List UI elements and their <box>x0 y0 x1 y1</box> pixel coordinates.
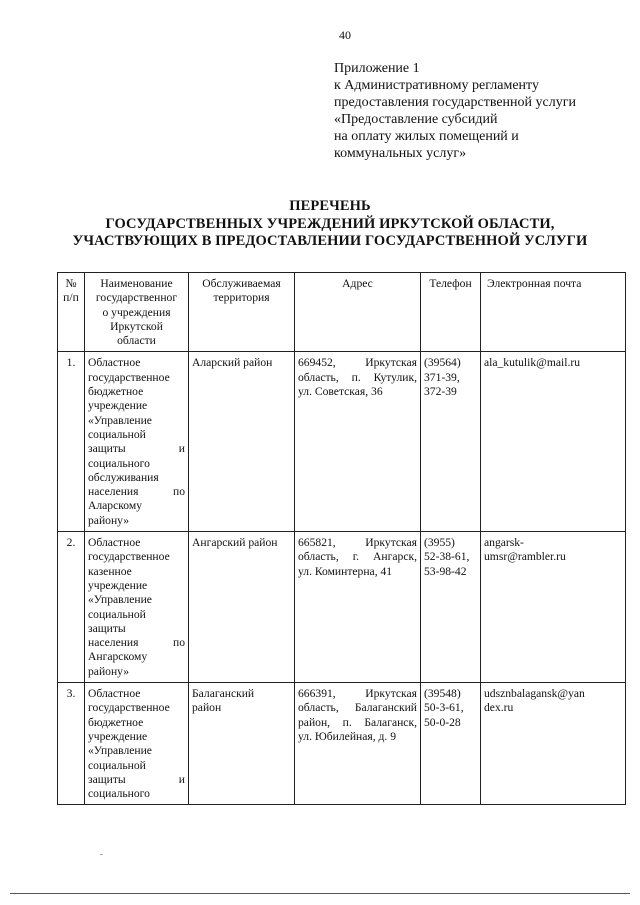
cell-word: району» <box>88 664 130 678</box>
cell-word: Областное <box>88 536 141 550</box>
cell-text: (3955) <box>424 536 455 550</box>
cell-text <box>298 730 417 744</box>
header-text: Электронная почта <box>487 277 582 290</box>
scan-mark <box>100 854 103 855</box>
table-body <box>58 352 626 805</box>
page-number: 40 <box>339 28 351 42</box>
header-territory <box>189 273 295 352</box>
cell-text <box>88 565 185 579</box>
header-phone <box>421 273 481 352</box>
cell-text <box>88 716 185 730</box>
cell-text <box>88 457 185 471</box>
cell-text <box>88 665 185 679</box>
cell-text: umsr@rambler.ru <box>484 550 566 564</box>
cell-text <box>88 579 185 593</box>
cell-text <box>298 687 417 701</box>
institutions-table <box>57 272 626 805</box>
cell-word: Балаганский <box>354 701 417 715</box>
table-header-row <box>58 273 626 352</box>
cell-text <box>88 622 185 636</box>
cell-word: г. <box>352 550 360 564</box>
header-address <box>295 273 421 352</box>
cell-word: району» <box>88 513 130 527</box>
cell-word: Иркутская <box>365 687 417 701</box>
cell-word: Областное <box>88 356 141 370</box>
table-row <box>58 352 626 532</box>
cell-word: государственное <box>88 370 170 384</box>
header-email <box>481 273 626 352</box>
cell-text <box>88 701 185 715</box>
cell-word: социальной <box>88 758 146 772</box>
cell-text: 2. <box>66 536 76 550</box>
appendix-line: Приложение 1 <box>334 61 420 76</box>
cell-territory <box>189 352 295 532</box>
cell-word: населения <box>88 485 139 499</box>
cell-email <box>481 683 626 805</box>
cell-text: 1. <box>66 356 76 370</box>
appendix-line: к Административному регламенту <box>334 78 539 93</box>
cell-text <box>88 536 185 550</box>
cell-text <box>88 499 185 513</box>
cell-text <box>88 371 185 385</box>
cell-word: и <box>178 442 185 456</box>
appendix-line: «Предоставление субсидий <box>334 112 498 127</box>
cell-name <box>85 352 189 532</box>
cell-text <box>88 687 185 701</box>
header-name <box>85 273 189 352</box>
cell-num <box>58 683 85 805</box>
cell-text: 371-39, <box>424 370 460 384</box>
cell-text <box>298 701 417 715</box>
cell-text <box>88 356 185 370</box>
cell-word: защиты <box>88 621 126 635</box>
cell-word: социальной <box>88 427 146 441</box>
cell-word: область, <box>298 550 339 564</box>
cell-word: ул. Советская, 36 <box>298 385 383 399</box>
cell-word: Иркутская <box>365 356 417 370</box>
cell-word: населения <box>88 636 139 650</box>
cell-phone <box>421 683 481 805</box>
cell-word: государственное <box>88 701 170 715</box>
cell-text <box>88 759 185 773</box>
cell-text <box>88 650 185 664</box>
document-title <box>40 198 620 251</box>
cell-word: область, <box>298 370 339 384</box>
cell-text <box>88 514 185 528</box>
cell-territory <box>189 683 295 805</box>
header-text: Иркутской <box>110 319 163 333</box>
cell-word: социального <box>88 456 150 470</box>
header-text: Телефон <box>429 277 472 290</box>
cell-word: государственное <box>88 550 170 564</box>
cell-num <box>58 532 85 683</box>
cell-territory <box>189 532 295 683</box>
header-text: территория <box>213 291 270 305</box>
cell-text <box>298 550 417 564</box>
cell-word: «Управление <box>88 593 152 607</box>
header-text: области <box>117 334 156 348</box>
cell-word: 666391, <box>298 687 336 701</box>
cell-text: (39564) <box>424 356 461 370</box>
cell-phone <box>421 352 481 532</box>
cell-name <box>85 532 189 683</box>
appendix-line: коммунальных услуг» <box>334 146 467 161</box>
cell-word: бюджетное <box>88 715 144 729</box>
title-line: УЧАСТВУЮЩИХ В ПРЕДОСТАВЛЕНИИ ГОСУДАРСТВЕННОЙ УСЛУГИ <box>72 233 588 249</box>
cell-text <box>88 593 185 607</box>
appendix-line: на оплату жилых помещений и <box>334 129 519 144</box>
cell-word: «Управление <box>88 744 152 758</box>
cell-text <box>298 565 417 579</box>
cell-text <box>88 730 185 744</box>
header-num <box>58 273 85 352</box>
header-text: № <box>65 277 77 290</box>
cell-num <box>58 352 85 532</box>
cell-email <box>481 352 626 532</box>
cell-text: 372-39 <box>424 385 457 399</box>
header-text: Адрес <box>342 277 373 290</box>
cell-email <box>481 532 626 683</box>
cell-text <box>88 399 185 413</box>
cell-word: по <box>172 485 185 499</box>
cell-text: 50-0-28 <box>424 715 461 729</box>
header-text: п/п <box>63 291 79 305</box>
header-text: государственног <box>95 291 178 305</box>
cell-text: (39548) <box>424 687 461 701</box>
cell-text <box>88 636 185 650</box>
cell-word: и <box>178 772 185 786</box>
cell-word: по <box>172 636 185 650</box>
cell-text <box>88 414 185 428</box>
cell-word: Областное <box>88 687 141 701</box>
cell-text: Аларский район <box>192 356 273 370</box>
cell-word: Кутулик, <box>373 370 417 384</box>
cell-word: казенное <box>88 564 132 578</box>
cell-text <box>298 385 417 399</box>
cell-word: ул. Юбилейная, д. 9 <box>298 729 396 743</box>
cell-text: ala_kutulik@mail.ru <box>484 356 580 370</box>
cell-text <box>298 371 417 385</box>
cell-word: Ангарск, <box>373 550 417 564</box>
cell-word: п. <box>351 370 361 384</box>
cell-word: обслуживания <box>88 470 159 484</box>
cell-text: 52-38-61, <box>424 550 470 564</box>
cell-text: Ангарский район <box>192 536 278 550</box>
cell-address <box>295 352 421 532</box>
cell-word: учреждение <box>88 729 148 743</box>
cell-text: 53-98-42 <box>424 564 467 578</box>
cell-word: Балаганск, <box>364 715 417 729</box>
cell-text <box>88 471 185 485</box>
cell-text: dex.ru <box>484 701 514 715</box>
cell-text <box>298 536 417 550</box>
cell-text: angarsk- <box>484 536 524 550</box>
header-text: Обслуживаемая <box>202 277 281 290</box>
cell-text: 3. <box>66 687 76 701</box>
cell-word: 665821, <box>298 536 336 550</box>
cell-text <box>88 485 185 499</box>
header-text: Наименование <box>100 277 173 290</box>
cell-text <box>88 608 185 622</box>
cell-text <box>88 550 185 564</box>
cell-word: защиты <box>88 442 126 456</box>
cell-text <box>298 716 417 730</box>
cell-name <box>85 683 189 805</box>
cell-word: район, <box>298 715 331 729</box>
appendix-note <box>334 60 624 162</box>
cell-word: защиты <box>88 772 126 786</box>
cell-text <box>88 385 185 399</box>
cell-text <box>88 773 185 787</box>
cell-text: udsznbalagansk@yan <box>484 687 585 701</box>
title-line: ГОСУДАРСТВЕННЫХ УЧРЕЖДЕНИЙ ИРКУТСКОЙ ОБЛАСТИ, <box>105 215 555 232</box>
cell-text: Балаганский <box>192 687 255 701</box>
cell-word: Иркутская <box>365 536 417 550</box>
cell-word: учреждение <box>88 399 148 413</box>
cell-text: 50-3-61, <box>424 701 464 715</box>
cell-text <box>88 442 185 456</box>
table-row <box>58 532 626 683</box>
cell-word: социального <box>88 787 150 801</box>
cell-word: п. <box>342 715 352 729</box>
table-row <box>58 683 626 805</box>
cell-address <box>295 683 421 805</box>
header-text: о учреждения <box>102 305 171 319</box>
cell-word: социальной <box>88 607 146 621</box>
cell-phone <box>421 532 481 683</box>
cell-word: Аларскому <box>88 499 142 513</box>
cell-text <box>88 744 185 758</box>
cell-address <box>295 532 421 683</box>
cell-text <box>88 787 185 801</box>
cell-text: район <box>192 701 222 715</box>
cell-word: «Управление <box>88 413 152 427</box>
cell-word: 669452, <box>298 356 336 370</box>
cell-word: бюджетное <box>88 385 144 399</box>
bottom-rule <box>10 893 630 894</box>
cell-text <box>298 356 417 370</box>
title-line: ПЕРЕЧЕНЬ <box>289 198 371 214</box>
cell-text <box>88 428 185 442</box>
cell-word: Ангарскому <box>88 650 148 664</box>
cell-word: учреждение <box>88 578 148 592</box>
cell-word: ул. Коминтерна, 41 <box>298 564 393 578</box>
cell-word: область, <box>298 701 339 715</box>
appendix-line: предоставления государственной услуги <box>334 95 576 110</box>
